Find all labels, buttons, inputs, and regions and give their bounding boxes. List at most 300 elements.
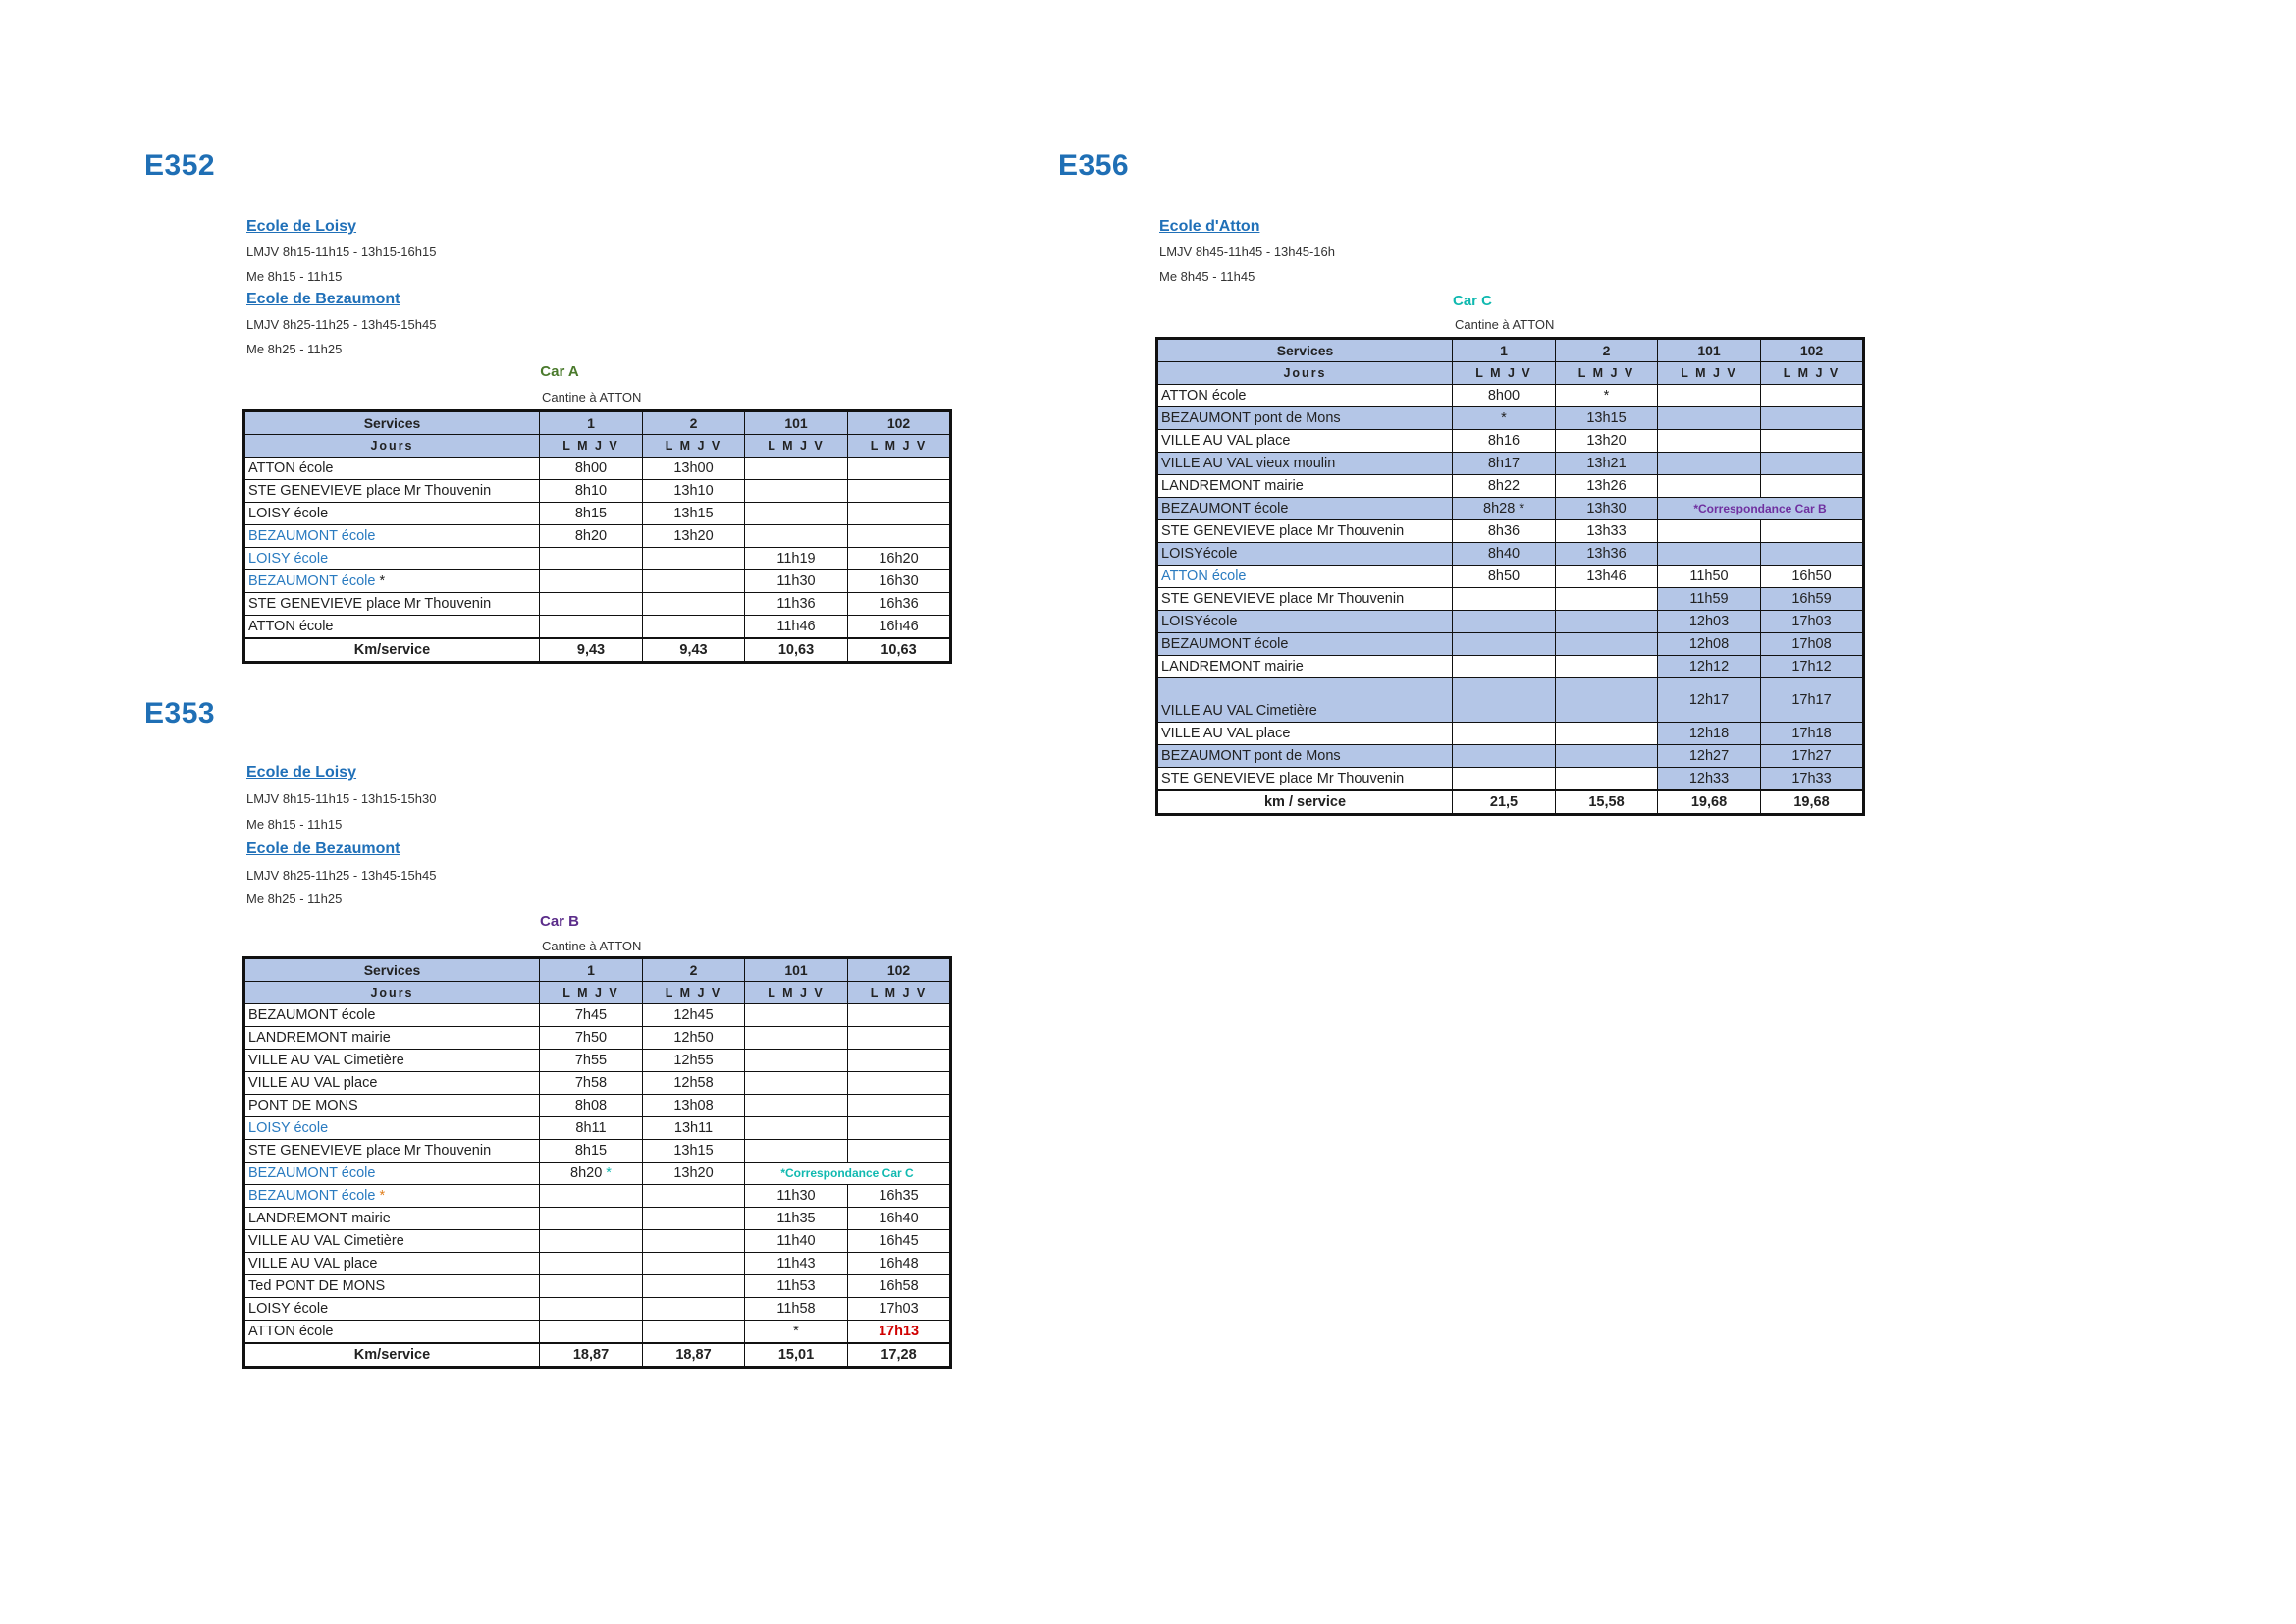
days-header: Jours [244,982,540,1004]
time-value: 8h20 [570,1165,603,1181]
route-code-e352: E352 [144,149,216,182]
column-header: 1 [540,958,643,982]
time-cell [1556,656,1658,678]
stop-label: PONT DE MONS [248,1098,358,1113]
school-hours-line: Me 8h45 - 11h45 [1159,269,1255,284]
stop-name [1157,656,1453,678]
time-cell [1658,520,1761,543]
time-cell [643,548,745,570]
school-hours-line: Me 8h15 - 11h15 [246,269,343,284]
route-code-e356: E356 [1058,149,1130,182]
table-row [244,1230,951,1253]
time-cell: 13h26 [1556,475,1658,498]
time-cell [745,1050,848,1072]
school-hours-line: LMJV 8h15-11h15 - 13h15-16h15 [246,244,437,259]
time-value: 8h08 [574,1098,608,1113]
time-cell [745,1095,848,1117]
time-cell: 13h15 [1556,407,1658,430]
table-row [244,1208,951,1230]
time-cell [643,1321,745,1344]
km-service-cell: 19,68 [1761,790,1864,815]
stop-label: VILLE AU VAL vieux moulin [1161,456,1336,471]
column-header: 102 [848,958,951,982]
stop-name [1157,520,1453,543]
asterisk-mark: * [606,1165,612,1181]
days-header: L M J V [848,435,951,458]
time-cell [745,1117,848,1140]
time-cell: 11h35 [745,1208,848,1230]
column-header: Services [244,411,540,435]
stop-name [244,1298,540,1321]
table-days-row [1157,362,1864,385]
stop-name [1157,678,1453,723]
time-cell [1761,475,1864,498]
time-cell: 16h50 [1761,566,1864,588]
stop-name [244,1027,540,1050]
time-cell [745,525,848,548]
time-cell: 16h35 [848,1185,951,1208]
time-cell [745,458,848,480]
km-service-cell: Km/service [244,1343,540,1368]
school-name-bezaumont[interactable]: Ecole de Bezaumont [246,291,400,307]
time-cell [540,1275,643,1298]
table-row [244,458,951,480]
time-cell: 13h20 [1556,430,1658,453]
time-value: 8h00 [574,460,608,476]
table-row [244,616,951,639]
stop-name [1157,475,1453,498]
time-cell [540,480,643,503]
stop-label: BEZAUMONT pont de Mons [1161,410,1341,426]
time-cell [540,548,643,570]
table-row [1157,656,1864,678]
stop-label: STE GENEVIEVE place Mr Thouvenin [248,596,492,612]
time-cell [1556,588,1658,611]
time-cell: 13h30 [1556,498,1658,520]
time-cell: 11h19 [745,548,848,570]
stop-label: LOISYécole [1161,546,1238,562]
km-service-cell: 17,28 [848,1343,951,1368]
column-header: 102 [1761,339,1864,362]
time-cell [1658,385,1761,407]
time-cell [1761,543,1864,566]
time-cell [643,1253,745,1275]
stop-label: LANDREMONT mairie [248,1211,391,1226]
table-row [244,503,951,525]
school-name-atton[interactable]: Ecole d'Atton [1159,218,1260,235]
km-service-cell: Km/service [244,638,540,663]
time-value: 8h11 [575,1120,607,1136]
stop-name [244,1230,540,1253]
table-row [1157,407,1864,430]
km-service-cell: 18,87 [540,1343,643,1368]
time-cell: 16h36 [848,593,951,616]
time-value: 8h40 [1487,546,1521,562]
time-cell [540,1185,643,1208]
time-cell [1658,453,1761,475]
time-cell [848,503,951,525]
time-value: 8h00 [1487,388,1521,404]
stop-label: VILLE AU VAL place [248,1256,378,1272]
time-cell [745,1140,848,1163]
school-name-loisy[interactable]: Ecole de Loisy [246,218,357,235]
time-cell: 17h03 [1761,611,1864,633]
column-header: 1 [1453,339,1556,362]
time-cell [745,1027,848,1050]
table-row [244,548,951,570]
table-days-row [244,982,951,1004]
stop-label: BEZAUMONT école [248,528,376,544]
asterisk-mark: * [379,573,386,589]
car-label: Car B [539,913,579,930]
time-value: 8h15 [574,506,608,521]
cantine-label: Cantine à ATTON [542,939,642,953]
time-cell: 11h43 [745,1253,848,1275]
time-cell [1453,745,1556,768]
correspondance-note: *Correspondance Car C [745,1163,951,1185]
time-cell [540,1230,643,1253]
km-service-cell: 9,43 [643,638,745,663]
time-cell [1453,407,1556,430]
stop-name [244,1050,540,1072]
time-cell [1453,543,1556,566]
asterisk-mark: * [379,1188,386,1204]
time-cell [848,525,951,548]
column-header: 101 [745,958,848,982]
km-service-cell: 15,01 [745,1343,848,1368]
stop-name [244,1185,540,1208]
time-value: 8h36 [1487,523,1521,539]
time-cell: 17h17 [1761,678,1864,723]
stop-label: LANDREMONT mairie [248,1030,391,1046]
time-cell [540,1117,643,1140]
table-row [1157,678,1864,723]
time-cell: 17h27 [1761,745,1864,768]
time-cell: 12h03 [1658,611,1761,633]
time-cell: 16h58 [848,1275,951,1298]
km-service-cell: 19,68 [1658,790,1761,815]
time-cell [1453,611,1556,633]
stop-name [1157,611,1453,633]
table-row [1157,566,1864,588]
time-cell: 17h33 [1761,768,1864,791]
stop-label: VILLE AU VAL Cimetière [248,1053,404,1068]
days-header: L M J V [540,435,643,458]
time-cell [643,570,745,593]
time-cell [540,458,643,480]
time-cell: 13h20 [643,525,745,548]
time-cell [643,1275,745,1298]
time-cell [1761,385,1864,407]
time-cell: 13h10 [643,480,745,503]
table-row [1157,768,1864,791]
stop-name [1157,768,1453,791]
days-header: L M J V [1556,362,1658,385]
stop-name [1157,723,1453,745]
stop-label: LOISY école [248,551,329,567]
table-row [244,525,951,548]
time-value: 8h16 [1487,433,1521,449]
time-cell [540,616,643,639]
table-row [244,480,951,503]
time-cell [1556,678,1658,723]
stop-name [244,1140,540,1163]
stop-name [244,525,540,548]
column-header: 1 [540,411,643,435]
table-row [244,1004,951,1027]
time-cell [848,458,951,480]
route-code-e353: E353 [144,697,216,730]
time-value: 7h55 [574,1053,608,1068]
time-cell [1761,453,1864,475]
table-row [244,1117,951,1140]
time-cell [643,1185,745,1208]
stop-name [244,1208,540,1230]
school-hours-line: Me 8h15 - 11h15 [246,817,343,832]
time-cell [1453,385,1556,407]
time-cell [1453,498,1556,520]
time-cell: 12h08 [1658,633,1761,656]
time-cell [1453,633,1556,656]
time-cell [848,1072,951,1095]
time-value: 7h45 [574,1007,608,1023]
table-row [244,593,951,616]
time-value: 8h28 * [1483,501,1524,516]
time-cell: 11h30 [745,1185,848,1208]
time-cell: 12h55 [643,1050,745,1072]
stop-name [244,570,540,593]
time-cell: 13h11 [643,1117,745,1140]
stop-name [244,616,540,639]
time-cell [745,503,848,525]
time-cell [1556,723,1658,745]
time-value: 7h50 [574,1030,608,1046]
school-hours-line: Me 8h25 - 11h25 [246,342,343,356]
stop-label: LOISY école [248,506,329,521]
time-cell: 16h46 [848,616,951,639]
time-cell: 16h45 [848,1230,951,1253]
stop-label: BEZAUMONT école [248,1007,376,1023]
table-row [244,1321,951,1344]
column-header: 2 [643,958,745,982]
time-cell [1761,430,1864,453]
table-days-row [244,435,951,458]
time-cell [848,1140,951,1163]
time-cell: 12h12 [1658,656,1761,678]
car-label: Car C [1452,293,1492,309]
time-cell [1453,475,1556,498]
km-service-cell: 15,58 [1556,790,1658,815]
time-value: 8h20 [574,528,608,544]
time-cell: 17h13 [848,1321,951,1344]
time-cell: 12h17 [1658,678,1761,723]
time-cell: 12h45 [643,1004,745,1027]
time-cell [1453,430,1556,453]
time-cell [540,1298,643,1321]
time-cell [848,1117,951,1140]
time-cell: 13h21 [1556,453,1658,475]
days-header: Jours [1157,362,1453,385]
time-cell: 12h33 [1658,768,1761,791]
stop-name [244,1004,540,1027]
stop-name [1157,543,1453,566]
time-value: 8h15 [574,1143,608,1159]
stop-label: VILLE AU VAL place [248,1075,378,1091]
time-cell [540,503,643,525]
time-cell [1453,520,1556,543]
stop-name [1157,633,1453,656]
days-header: L M J V [848,982,951,1004]
time-cell [745,1072,848,1095]
time-cell [848,480,951,503]
stop-name [244,1253,540,1275]
time-value: * [1501,410,1507,426]
time-cell: 16h59 [1761,588,1864,611]
table-footer-row [244,1343,951,1368]
km-service-cell: 10,63 [848,638,951,663]
time-cell [540,1253,643,1275]
stop-label: STE GENEVIEVE place Mr Thouvenin [1161,523,1405,539]
days-header: L M J V [643,435,745,458]
time-cell: * [745,1321,848,1344]
time-cell [1658,407,1761,430]
time-cell [1556,745,1658,768]
time-cell [540,593,643,616]
school-hours-line: LMJV 8h15-11h15 - 13h15-15h30 [246,791,437,806]
stop-name [244,1321,540,1344]
time-cell: 12h58 [643,1072,745,1095]
km-service-cell: km / service [1157,790,1453,815]
table-row [244,1185,951,1208]
time-cell [1453,453,1556,475]
stop-name [1157,745,1453,768]
stop-label: BEZAUMONT école [248,1165,376,1181]
table-row [1157,745,1864,768]
table-row [1157,723,1864,745]
stop-name [1157,566,1453,588]
table-header-row [244,958,951,982]
km-service-cell: 18,87 [643,1343,745,1368]
time-cell: 13h08 [643,1095,745,1117]
stop-label: STE GENEVIEVE place Mr Thouvenin [1161,591,1405,607]
km-service-cell: 21,5 [1453,790,1556,815]
column-header: 101 [745,411,848,435]
time-cell [1453,656,1556,678]
table-row [1157,520,1864,543]
table-row [244,1253,951,1275]
time-cell: 13h00 [643,458,745,480]
stop-name [1157,588,1453,611]
time-cell: 17h12 [1761,656,1864,678]
stop-name [244,548,540,570]
table-row [1157,633,1864,656]
km-service-cell: 9,43 [540,638,643,663]
stop-label: VILLE AU VAL Cimetière [248,1233,404,1249]
table-row [1157,385,1864,407]
time-value: 8h50 [1487,568,1521,584]
schedule-table-e352 [242,409,952,664]
time-cell [643,593,745,616]
column-header: 2 [643,411,745,435]
time-cell: 13h20 [643,1163,745,1185]
time-cell [848,1027,951,1050]
stop-label: BEZAUMONT pont de Mons [1161,748,1341,764]
time-cell [540,525,643,548]
stop-label: VILLE AU VAL place [1161,433,1291,449]
table-row [244,1050,951,1072]
table-header-row [244,411,951,435]
table-row [1157,588,1864,611]
time-cell: 12h50 [643,1027,745,1050]
time-cell [745,480,848,503]
time-cell [1453,768,1556,791]
schedule-table-e353 [242,956,952,1369]
cantine-label: Cantine à ATTON [542,390,642,405]
stop-label: STE GENEVIEVE place Mr Thouvenin [1161,771,1405,786]
table-row [244,1072,951,1095]
time-cell [1453,566,1556,588]
time-cell [643,616,745,639]
time-cell: 13h36 [1556,543,1658,566]
time-cell: 17h08 [1761,633,1864,656]
time-cell: 11h59 [1658,588,1761,611]
days-header: L M J V [643,982,745,1004]
time-cell [1658,430,1761,453]
stop-label: BEZAUMONT école [1161,636,1289,652]
time-cell [540,1027,643,1050]
days-header: L M J V [745,435,848,458]
time-cell [848,1095,951,1117]
stop-label: LANDREMONT mairie [1161,478,1304,494]
table-row [1157,543,1864,566]
stop-name [244,593,540,616]
stop-label: STE GENEVIEVE place Mr Thouvenin [248,483,492,499]
table-row [244,1027,951,1050]
school-hours-line: LMJV 8h25-11h25 - 13h45-15h45 [246,868,437,883]
car-label: Car A [540,363,579,380]
stop-name [1157,407,1453,430]
stop-label: LOISY école [248,1120,329,1136]
stop-name [244,503,540,525]
days-header: L M J V [745,982,848,1004]
school-name-bezaumont[interactable]: Ecole de Bezaumont [246,840,400,857]
time-cell [1556,611,1658,633]
stop-label: BEZAUMONT école [1161,501,1289,516]
time-cell [1453,678,1556,723]
time-cell: 16h48 [848,1253,951,1275]
time-cell [540,1050,643,1072]
stop-name [244,1072,540,1095]
time-cell [643,1230,745,1253]
school-hours-line: LMJV 8h45-11h45 - 13h45-16h [1159,244,1335,259]
stop-name [244,1275,540,1298]
time-cell: 11h36 [745,593,848,616]
time-cell [848,1050,951,1072]
stop-name [244,480,540,503]
school-hours-line: Me 8h25 - 11h25 [246,892,343,906]
time-cell [745,1004,848,1027]
km-service-cell: 10,63 [745,638,848,663]
school-name-loisy[interactable]: Ecole de Loisy [246,764,357,781]
time-cell [1556,633,1658,656]
schedule-table-e356 [1155,337,1865,816]
table-row [244,1140,951,1163]
time-cell: 16h20 [848,548,951,570]
table-row [1157,498,1864,520]
time-cell [540,1095,643,1117]
time-cell [643,1298,745,1321]
table-row [244,1095,951,1117]
